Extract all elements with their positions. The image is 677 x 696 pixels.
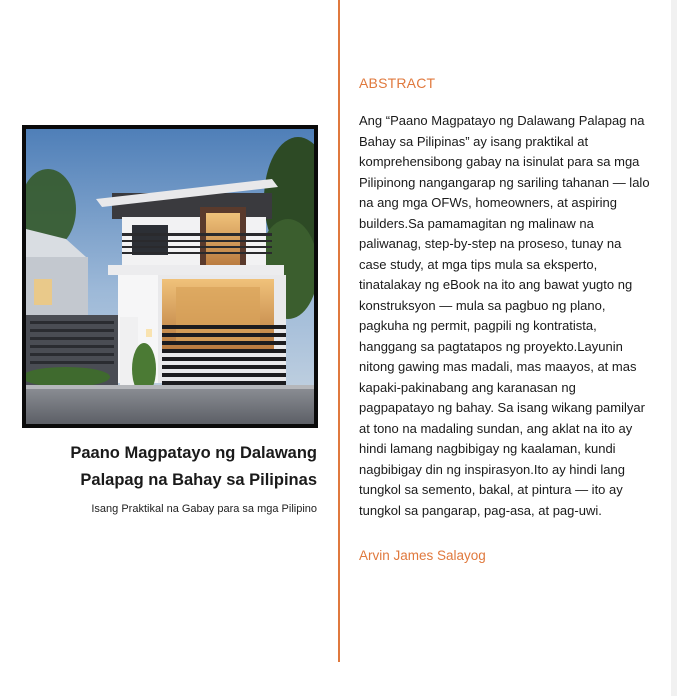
cover-image [22, 125, 318, 428]
abstract-heading: ABSTRACT [359, 75, 436, 91]
book-subtitle: Isang Praktikal na Gabay para sa mga Pilipino [91, 503, 317, 515]
column-divider [338, 0, 340, 662]
author-name: Arvin James Salayog [359, 548, 486, 563]
book-title: Paano Magpatayo ng Dalawang Palapag na Bahay sa Pilipinas [70, 444, 317, 489]
page-edge [671, 0, 677, 696]
abstract-body: Ang “Paano Magpatayo ng Dalawang Palapag na Bahay sa Pilipinas” ay isang praktikal at komprehensibong gabay na isinulat para sa mga Pilipinong nangangarap ng sariling tahanan — lalo na ang mga OFWs, homeowners, at aspiring builders.Sa pamamagitan ng malinaw na paliwanag, step-by-step na proseso, tunay na case study, at mga tips mula sa eksperto, tinatalakay ng eBook na ito ang bawat yugto ng konstruksyon — mula sa pagbuo ng plano, pagkuha ng permit, pagpili ng kontratista, hanggang sa pagtatapos ng proyekto.Layunin nitong gawing mas madali, mas maayos, at mas kapaki-pakinabang ang karanasan ng pagpapatayo ng bahay. Sa isang wikang pamilyar at tono na madaling sundan, ang aklat na ito ay hindi lamang nagbibigay ng kaalaman, kundi nagbibigay din ng inspirasyon.Ito ay hindi lang tungkol sa semento, bakal, at pintura — ito ay tungkol sa pangarap, pag-asa, at pag-uwi. [359, 113, 650, 518]
